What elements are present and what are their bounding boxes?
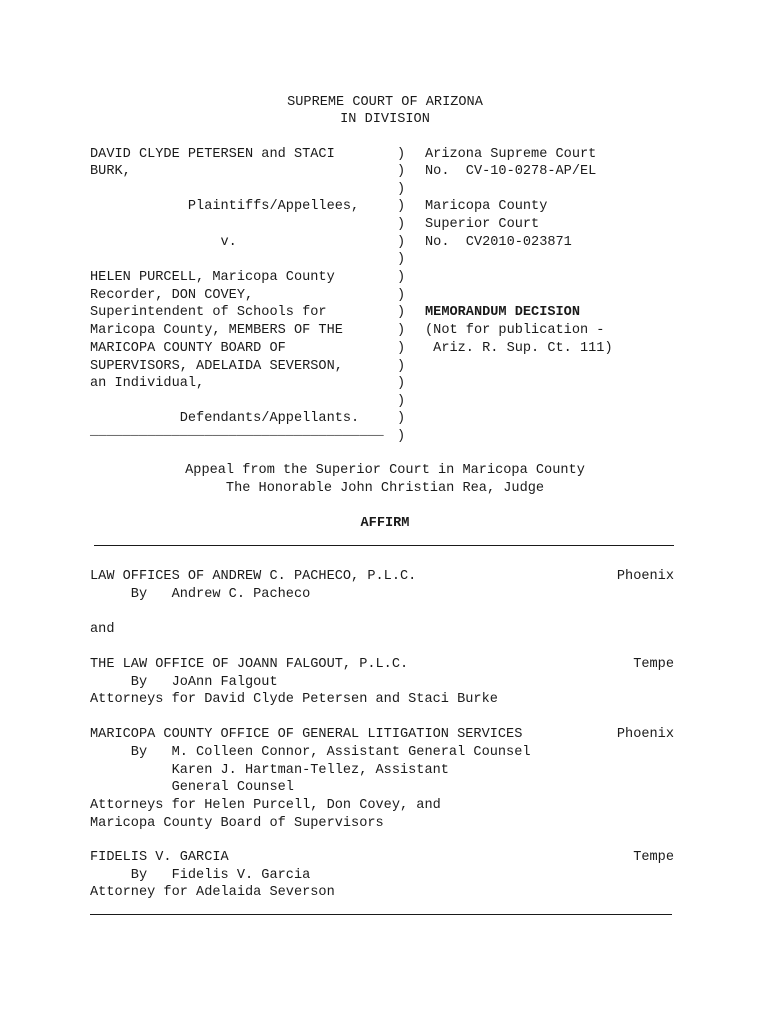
firm-city: Phoenix: [616, 727, 674, 742]
appeal-from-line: Appeal from the Superior Court in Maricopa County: [185, 463, 585, 478]
attorneys-for-line: Attorney for Adelaida Severson: [90, 885, 335, 900]
firm-city: Tempe: [633, 850, 674, 865]
caption-left-line: Superintendent of Schools for: [90, 305, 327, 320]
conjunction-and: and: [90, 622, 115, 637]
law-firm-name: FIDELIS V. GARCIA: [90, 850, 229, 865]
divider-top: [94, 545, 674, 546]
attorneys-for-line: Attorneys for Helen Purcell, Don Covey, and: [90, 798, 441, 813]
caption-left-line: an Individual,: [90, 376, 205, 391]
firm-city: Phoenix: [616, 569, 674, 584]
superior-court-case-number: No. CV2010-023871: [425, 235, 572, 250]
attorney-line: By JoAnn Falgout: [90, 675, 278, 690]
court-name: SUPREME COURT OF ARIZONA: [287, 95, 483, 110]
firm-city: Tempe: [633, 657, 674, 672]
attorney-line: By M. Colleen Connor, Assistant General Counsel: [90, 745, 531, 760]
judge-line: The Honorable John Christian Rea, Judge: [225, 481, 545, 496]
caption-left-line: Recorder, DON COVEY,: [90, 288, 254, 303]
caption-separator: ): [397, 376, 406, 391]
caption-separator: ): [397, 164, 406, 179]
caption-left-line: HELEN PURCELL, Maricopa County: [90, 270, 335, 285]
attorneys-for-line: Maricopa County Board of Supervisors: [90, 816, 384, 831]
caption-separator: ): [397, 305, 406, 320]
law-firm-name: THE LAW OFFICE OF JOANN FALGOUT, P.L.C.: [90, 657, 409, 672]
caption-separator: ): [397, 235, 406, 250]
defendants-label: Defendants/Appellants.: [90, 411, 360, 426]
caption-left-line: SUPERVISORS, ADELAIDA SEVERSON,: [90, 359, 343, 374]
caption-underline: ____________________________________: [90, 424, 384, 439]
caption-left-line: Maricopa County, MEMBERS OF THE: [90, 323, 343, 338]
attorneys-for-line: Attorneys for David Clyde Petersen and Staci Burke: [90, 692, 498, 707]
plaintiffs-label: Plaintiffs/Appellees,: [90, 199, 360, 214]
court-division: IN DIVISION: [340, 112, 430, 127]
versus-label: v.: [90, 235, 237, 250]
attorney-line: Karen J. Hartman-Tellez, Assistant: [90, 763, 449, 778]
superior-court-label: Maricopa County: [425, 199, 548, 214]
caption-separator: ): [397, 323, 406, 338]
divider-bottom: [90, 914, 672, 915]
caption-separator: ): [397, 270, 406, 285]
caption-separator: ): [397, 411, 406, 426]
publication-note: Ariz. R. Sup. Ct. 111): [425, 341, 613, 356]
caption-separator: ): [397, 252, 406, 267]
law-firm-name: MARICOPA COUNTY OFFICE OF GENERAL LITIGATION SERVICES: [90, 727, 523, 742]
attorney-line: General Counsel: [90, 780, 294, 795]
caption-left-line: MARICOPA COUNTY BOARD OF: [90, 341, 286, 356]
law-firm-name: LAW OFFICES OF ANDREW C. PACHECO, P.L.C.: [90, 569, 417, 584]
caption-left-line: BURK,: [90, 164, 131, 179]
caption-left-line: DAVID CLYDE PETERSEN and STACI: [90, 147, 335, 162]
caption-separator: ): [397, 359, 406, 374]
caption-separator: ): [397, 182, 406, 197]
caption-separator: ): [397, 394, 406, 409]
caption-separator: ): [397, 341, 406, 356]
caption-separator: ): [397, 217, 406, 232]
caption-separator: ): [397, 429, 406, 444]
supreme-court-case-number: No. CV-10-0278-AP/EL: [425, 164, 597, 179]
superior-court-label: Superior Court: [425, 217, 540, 232]
supreme-court-label: Arizona Supreme Court: [425, 147, 597, 162]
caption-separator: ): [397, 288, 406, 303]
disposition: AFFIRM: [360, 516, 410, 531]
attorney-line: By Fidelis V. Garcia: [90, 868, 311, 883]
caption-separator: ): [397, 199, 406, 214]
publication-note: (Not for publication -: [425, 323, 605, 338]
memorandum-decision-heading: MEMORANDUM DECISION: [425, 305, 580, 320]
attorney-line: By Andrew C. Pacheco: [90, 587, 311, 602]
caption-separator: ): [397, 147, 406, 162]
